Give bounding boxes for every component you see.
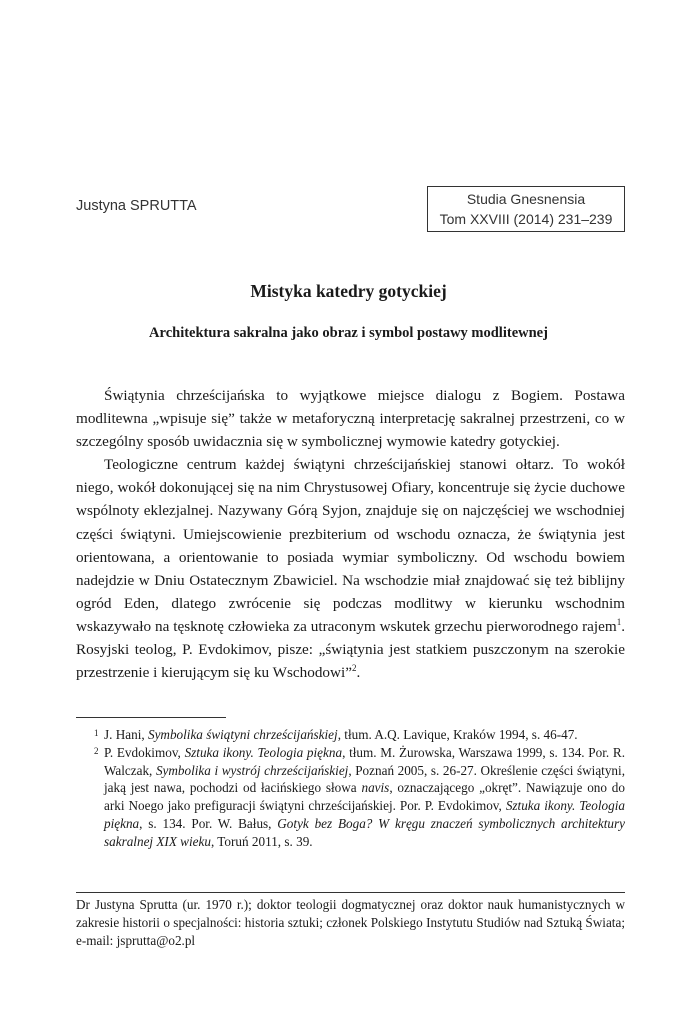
footnote-2-text-c: , tłum. M. Żurowska, Warszawa 1999, s. 134. Por. R. Walczak, <box>104 744 625 778</box>
footnote-2-text-g: , oznaczającego „okręt”. Nawiązuje ono do arki Noego jako prefiguracji świątyni chrześcijańskiej. Por. P. Evdokimov, <box>104 780 625 814</box>
paragraph-2-text-b: . Rosyjski teolog, P. Evdokimov, pisze: „świątynia jest statkiem puszczonym na szerokie przestrzenie i kierującym się ku Wschodowi” <box>76 617 625 682</box>
footnote-2-title-d: Symbolika i wystrój chrześcijańskiej <box>155 762 349 778</box>
journal-name: Studia Gnesnensia <box>466 191 586 207</box>
footnote-2-text-k: , Toruń 2011, s. 39. <box>210 833 313 849</box>
footnote-2-title-b: Sztuka ikony. Teologia piękna <box>184 744 343 760</box>
journal-volume: Tom XXVIII (2014) 231–239 <box>439 211 613 227</box>
footnote-2 <box>76 744 625 851</box>
footnote-1-text-c: , tłum. A.Q. Lavique, Kraków 1994, s. 46-47. <box>337 727 578 742</box>
footnote-ref-2[interactable]: 2 <box>351 663 357 674</box>
footnote-1-text-a: J. Hani, <box>104 727 148 742</box>
footnotes <box>76 726 625 851</box>
article-subtitle: Architektura sakralna jako obraz i symbol postawy modlitewnej <box>149 325 548 341</box>
author-name: Justyna SPRUTTA <box>76 198 197 214</box>
footnote-2-text-i: , s. 134. Por. W. Bałus, <box>139 815 278 831</box>
footnote-2-title-h: Sztuka ikony. Teologia piękna <box>104 798 625 831</box>
body-paragraph-2 <box>76 453 625 684</box>
bio-divider <box>76 892 625 893</box>
article-body <box>76 384 625 684</box>
footnote-2-title-j: Gotyk bez Boga? W kręgu znaczeń symbolicznych architektury sakralnej XIX wieku <box>104 815 626 849</box>
paragraph-2-text-c: . <box>356 664 361 682</box>
footnote-divider <box>76 717 226 718</box>
footnote-1-title: Symbolika świątyni chrześcijańskiej <box>147 727 338 742</box>
footnote-1-number: 1 <box>94 728 99 738</box>
footnote-2-text-e: , Poznań 2005, s. 26-27. Określenie części świątyni, jaką jest nawa, pochodzi od łacińskiego słowa <box>104 762 625 796</box>
journal-info-box <box>427 186 625 232</box>
footnote-1 <box>76 726 625 744</box>
article-title: Mistyka katedry gotyckiej <box>250 281 447 301</box>
footnote-2-number: 2 <box>94 745 99 756</box>
footnote-ref-1[interactable]: 1 <box>616 616 622 627</box>
footnote-2-term-f: navis <box>361 780 390 796</box>
footnote-2-text-a: P. Evdokimov, <box>104 744 185 760</box>
author-bio: Dr Justyna Sprutta (ur. 1970 r.); doktor teologii dogmatycznej oraz doktor nauk humanistycznych w zakresie historii o specjalności: historia sztuki; członek Polskiego Instytutu Studiów nad Sztuką Świata; e-mail: jsprutta@o2.pl <box>76 897 625 948</box>
body-paragraph-1: Świątynia chrześcijańska to wyjątkowe miejsce dialogu z Bogiem. Postawa modlitewna „wpisuje się” także w metaforyczną interpretację sakralnej przestrzeni, co w szczególny sposób uwidacznia się w symbolicznej wymowie katedry gotyckiej. <box>76 387 625 451</box>
paragraph-2-text-a: Teologiczne centrum każdej świątyni chrześcijańskiej stanowi ołtarz. To wokół niego, wokół dokonującej się na nim Chrystusowej Ofiary, koncentruje się życie duchowe wspólnoty eklezjalnej. Nazywany Górą Syjon, znajduje się on najczęściej we wschodniej części świątyni. Umiejscowienie prezbiterium od wschodu oznacza, że świątynia jest orientowana, a orientowanie to posiada wymiar symboliczny. Od wschodu bowiem nadejdzie w Dniu Ostatecznym Zbawiciel. Na wschodzie miał znajdować się też biblijny ogród Eden, dlatego zwrócenie się podczas modlitwy w kierunku wschodnim wskazywało na tęsknotę człowieka za utraconym wskutek grzechu pierworodnego rajem <box>76 456 625 635</box>
